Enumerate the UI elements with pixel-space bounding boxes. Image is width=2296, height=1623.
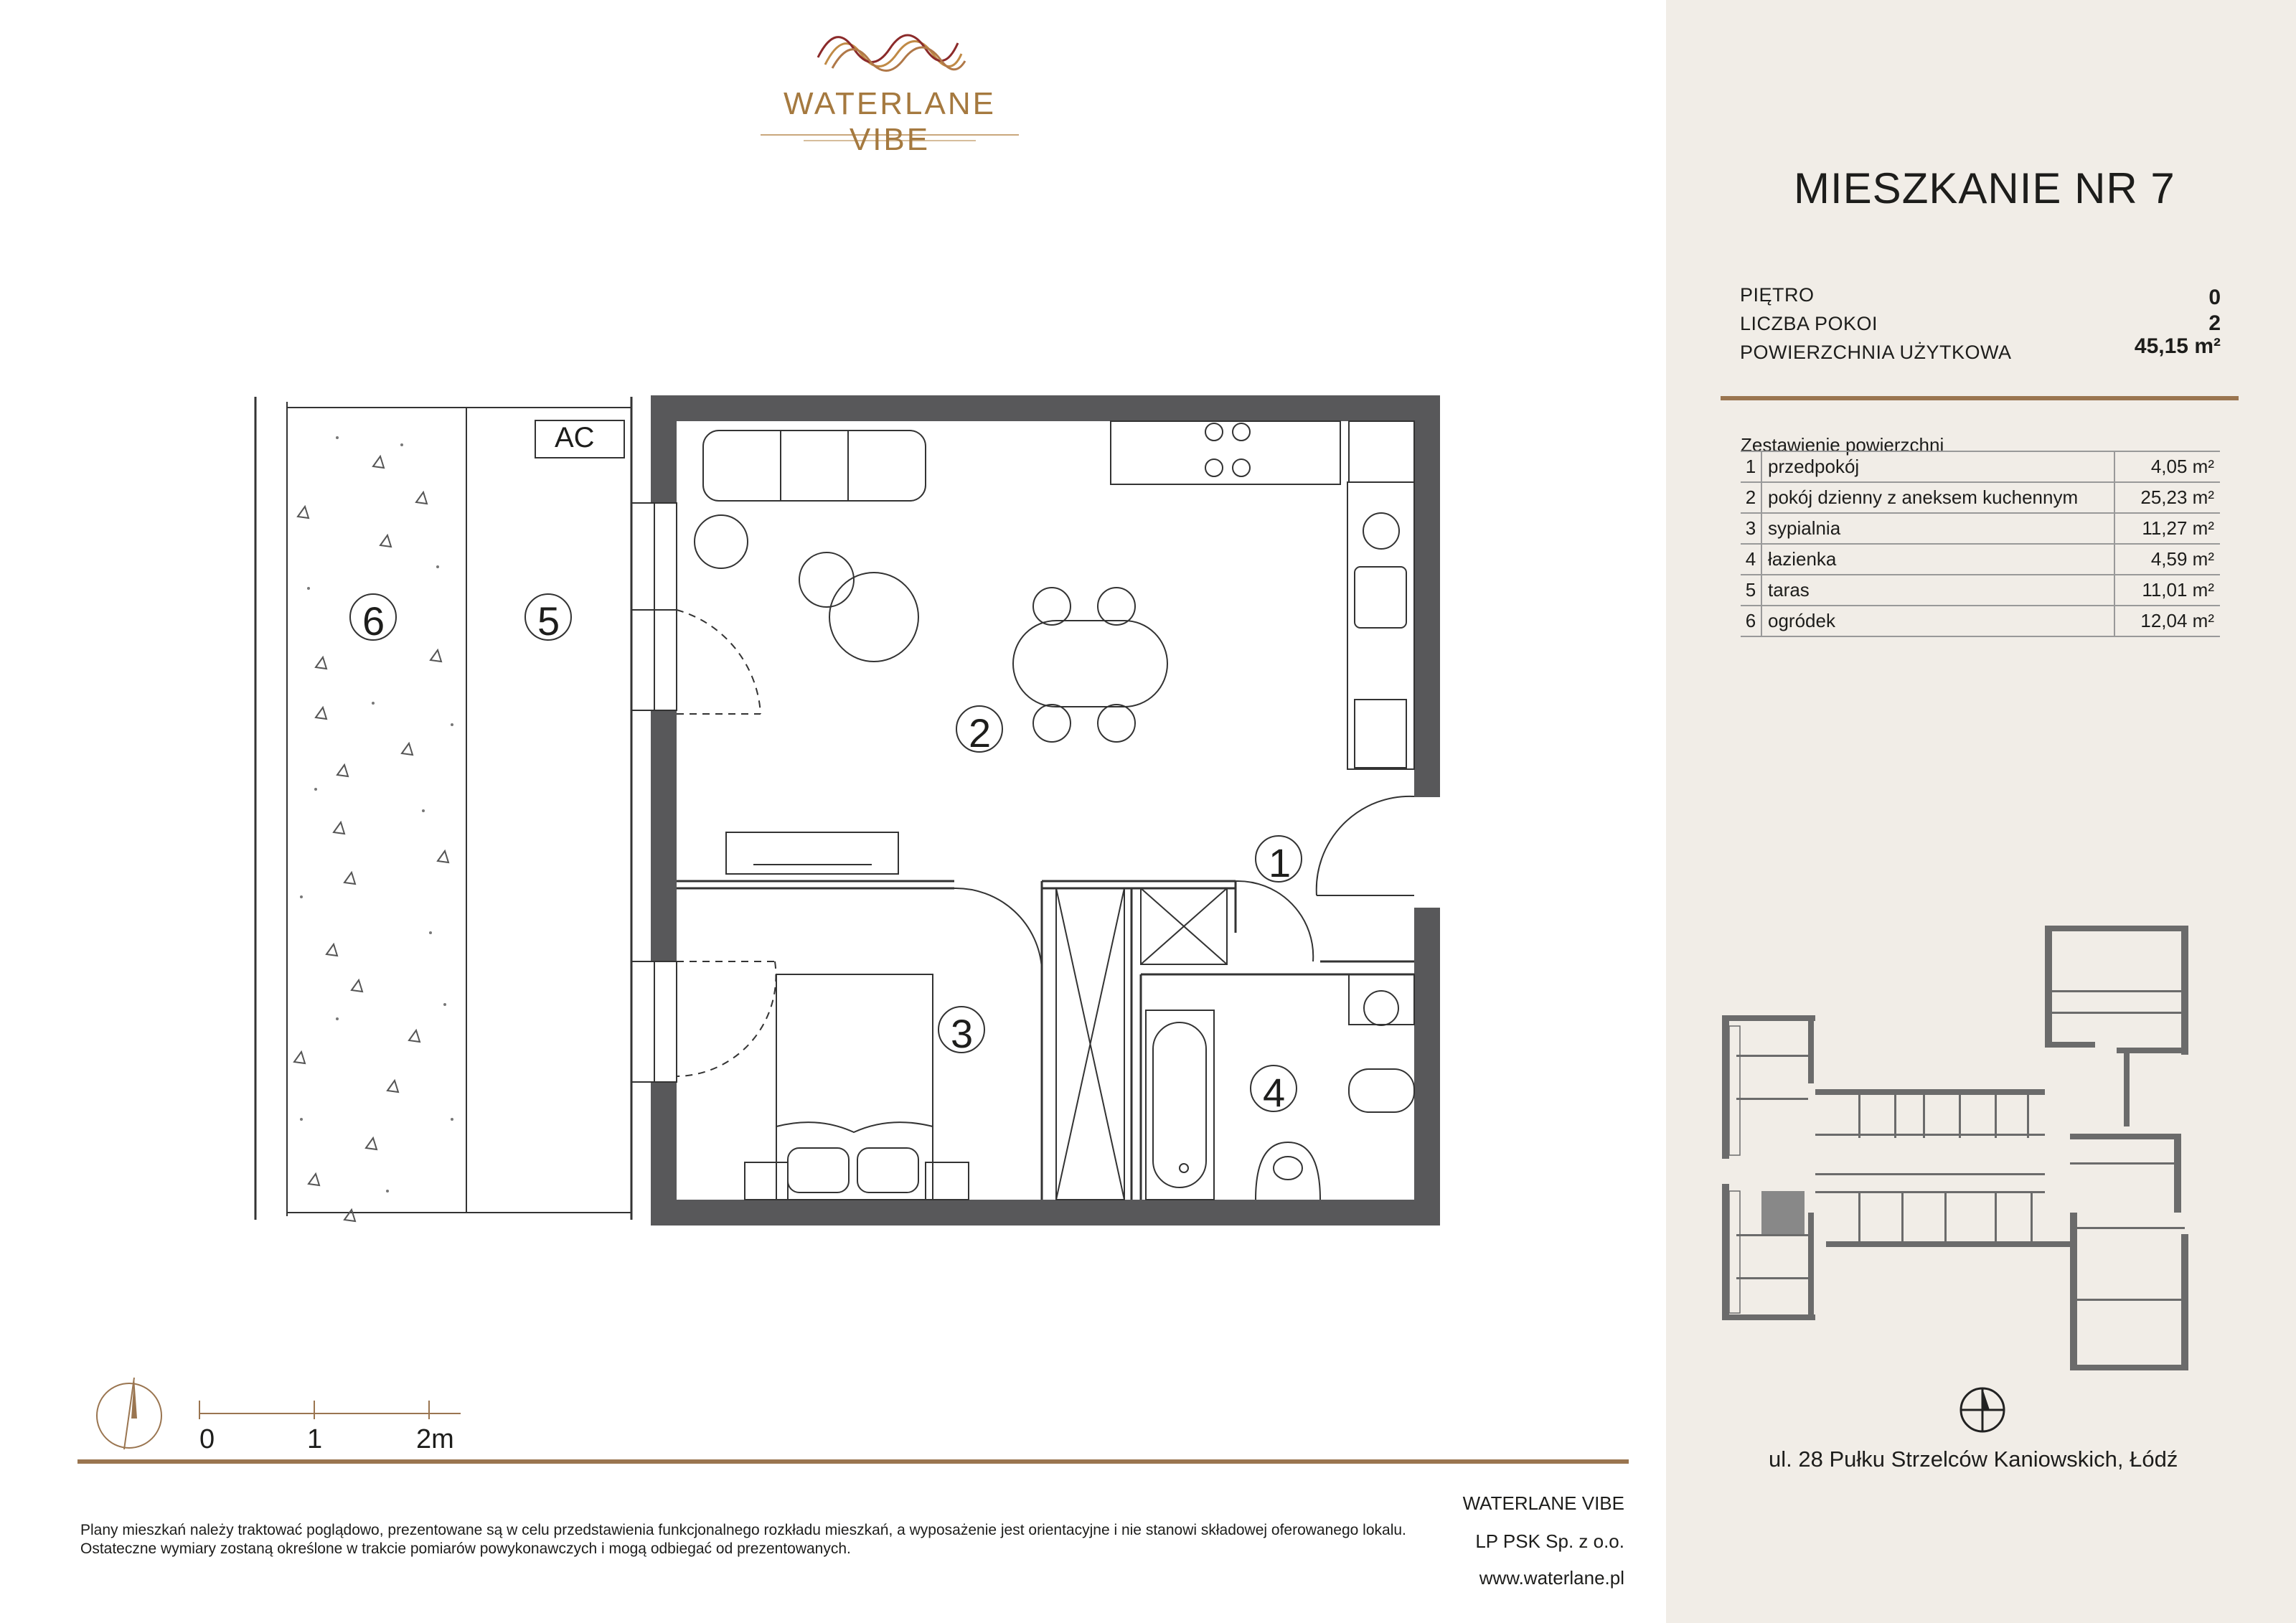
compass-icon (1957, 1385, 2008, 1435)
disclaimer-line-1: Plany mieszkań należy traktować poglądowo, prezentowane są w celu przedstawienia funkcjonalnego rozkładu mieszkań, a wyposażenie jest orientacyjne i nie stanowi składowej oferowanego lokalu. (80, 1522, 1406, 1538)
info-label-floor: PIĘTRO (1740, 284, 1815, 306)
building-key-plan (1708, 926, 2224, 1370)
table-row (1741, 482, 2220, 513)
info-divider (1721, 396, 2239, 400)
room-number-1: 1 (1269, 840, 1292, 885)
row-name: ogródek (1761, 606, 2114, 636)
table-row (1741, 451, 2220, 482)
row-name: taras (1761, 575, 2114, 606)
row-name: pokój dzienny z aneksem kuchennym (1761, 482, 2114, 513)
room-number-3: 3 (951, 1011, 974, 1056)
bathroom-fixtures (1141, 888, 1414, 1200)
ac-label: AC (555, 422, 595, 453)
table-row (1741, 544, 2220, 575)
room-number-2: 2 (969, 710, 992, 756)
info-label-area: POWIERZCHNIA UŻYTKOWA (1740, 342, 2012, 363)
table-row (1741, 513, 2220, 544)
footer-website-link[interactable]: www.waterlane.pl (1479, 1567, 1624, 1589)
row-number: 3 (1741, 513, 1761, 544)
row-area: 25,23 m² (2114, 482, 2220, 513)
info-panel (1666, 0, 2296, 1623)
scale-bar (195, 1399, 468, 1421)
north-arrow-icon (90, 1374, 169, 1453)
row-name: sypialnia (1761, 513, 2114, 544)
brand-name: WATERLANE VIBE (784, 86, 996, 157)
row-area: 4,59 m² (2114, 544, 2220, 575)
room-number-4: 4 (1263, 1070, 1286, 1115)
areas-table (1741, 451, 2220, 637)
garden-area (255, 397, 631, 1221)
row-area: 11,27 m² (2114, 513, 2220, 544)
footer-divider (77, 1459, 1629, 1464)
row-area: 12,04 m² (2114, 606, 2220, 636)
bedroom-furniture (745, 888, 1124, 1200)
kitchen (1111, 421, 1414, 769)
room-number-6: 6 (362, 598, 385, 644)
scale-label-2: 2m (416, 1424, 454, 1454)
scale-label-0: 0 (199, 1424, 215, 1454)
footer-company: LP PSK Sp. z o.o. (1475, 1530, 1624, 1552)
info-label-rooms: LICZBA POKOI (1740, 313, 1878, 334)
footer-brand: WATERLANE VIBE (1462, 1492, 1624, 1514)
row-number: 6 (1741, 606, 1761, 636)
apartment-highlight (1761, 1191, 1805, 1234)
disclaimer-line-2: Ostateczne wymiary zostaną określone w trakcie pomiarów powykonawczych i mogą odbiegać od prezentowanych. (80, 1540, 851, 1557)
apartment-title: MIESZKANIE NR 7 (1794, 164, 2175, 212)
row-name: przedpokój (1761, 451, 2114, 482)
row-area: 11,01 m² (2114, 575, 2220, 606)
info-value-rooms: 2 (2208, 311, 2221, 335)
living-furniture (695, 431, 1167, 874)
row-area: 4,05 m² (2114, 451, 2220, 482)
info-value-area: 45,15 m² (2134, 334, 2221, 358)
row-number: 1 (1741, 451, 1761, 482)
table-row (1741, 575, 2220, 606)
info-value-floor: 0 (2208, 286, 2221, 309)
row-number: 2 (1741, 482, 1761, 513)
areas-heading: Zestawienie powierzchni (1741, 434, 1944, 456)
room-number-5: 5 (537, 598, 560, 644)
row-name: łazienka (1761, 544, 2114, 575)
row-number: 4 (1741, 544, 1761, 575)
disclaimer (80, 1521, 1444, 1558)
table-row (1741, 606, 2220, 636)
scale-label-1: 1 (307, 1424, 323, 1454)
address: ul. 28 Pułku Strzelców Kaniowskich, Łódź (1769, 1446, 2178, 1472)
walls (651, 395, 1440, 1226)
row-number: 5 (1741, 575, 1761, 606)
